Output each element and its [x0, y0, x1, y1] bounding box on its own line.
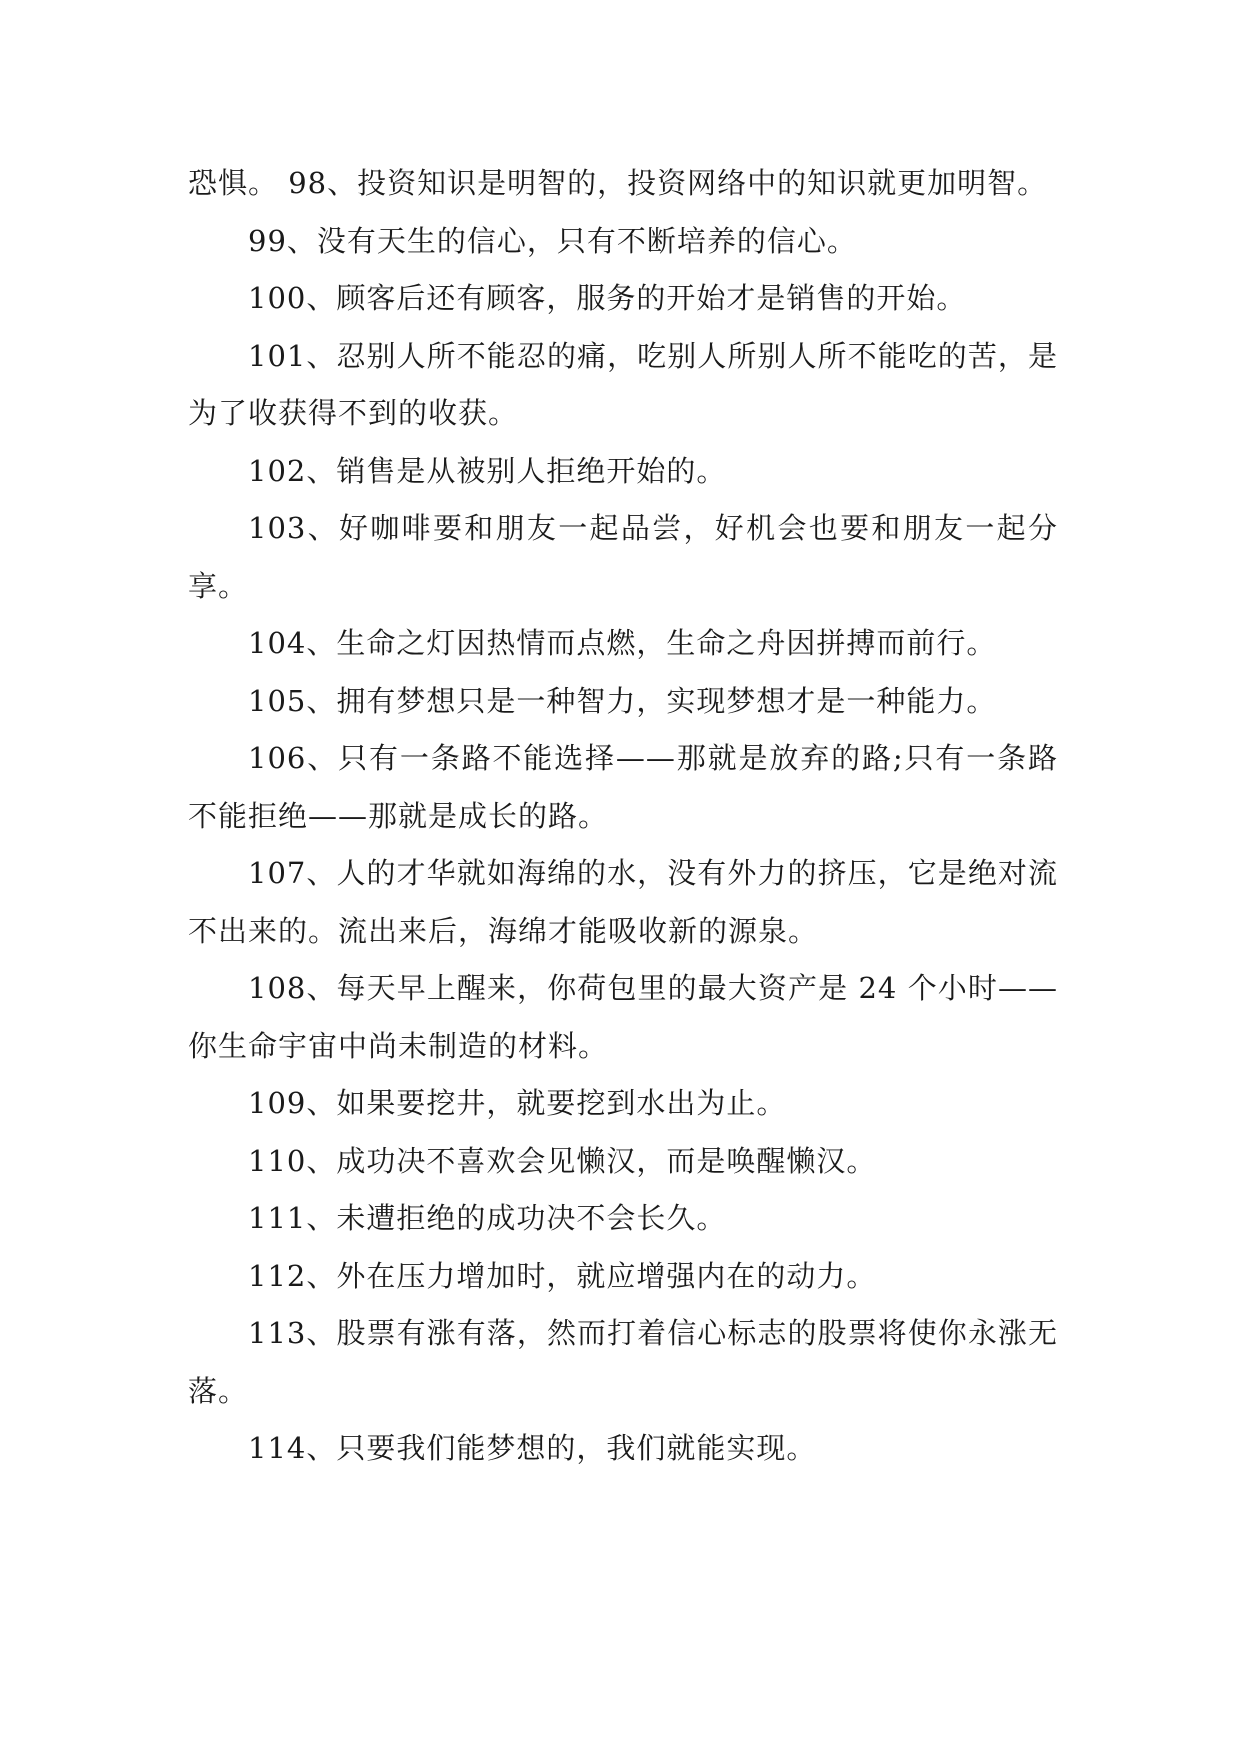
- paragraph-114: 114、只要我们能梦想的，我们就能实现。: [248, 1431, 817, 1465]
- document-body: [188, 155, 1058, 1478]
- paragraph-112: 112、外在压力增加时，就应增强内在的动力。: [248, 1258, 877, 1293]
- paragraph-101: 101、忍别人所不能忍的痛，吃别人所别人所不能吃的苦，是为了收获得不到的收获。: [188, 338, 1058, 430]
- paragraph-103: 103、好咖啡要和朋友一起品尝，好机会也要和朋友一起分享。: [188, 511, 1058, 603]
- paragraph-98: 恐惧。 98、投资知识是明智的，投资网络中的知识就更加明智。: [188, 166, 1048, 200]
- paragraph-102: 102、销售是从被别人拒绝开始的。: [248, 453, 727, 488]
- paragraph-99: 99、没有天生的信心，只有不断培养的信心。: [248, 223, 857, 258]
- paragraph-100: 100、顾客后还有顾客，服务的开始才是销售的开始。: [248, 281, 967, 315]
- paragraph-104: 104、生命之灯因热情而点燃，生命之舟因拼搏而前行。: [248, 626, 997, 660]
- paragraph-110: 110、成功决不喜欢会见懒汉，而是唤醒懒汉。: [248, 1143, 877, 1178]
- paragraph-108: 108、每天早上醒来，你荷包里的最大资产是 24 个小时——你生命宇宙中尚未制造的材料。: [188, 971, 1058, 1063]
- paragraph-111: 111、未遭拒绝的成功决不会长久。: [248, 1201, 727, 1235]
- paragraph-109: 109、如果要挖井，就要挖到水出为止。: [248, 1086, 787, 1120]
- paragraph-107: 107、人的才华就如海绵的水，没有外力的挤压，它是绝对流不出来的。流出来后，海绵才能吸收新的源泉。: [188, 856, 1058, 948]
- paragraph-113: 113、股票有涨有落，然而打着信心标志的股票将使你永涨无落。: [188, 1316, 1058, 1408]
- paragraph-106: 106、只有一条路不能选择——那就是放弃的路;只有一条路不能拒绝——那就是成长的路。: [188, 741, 1058, 833]
- paragraph-105: 105、拥有梦想只是一种智力，实现梦想才是一种能力。: [248, 683, 997, 718]
